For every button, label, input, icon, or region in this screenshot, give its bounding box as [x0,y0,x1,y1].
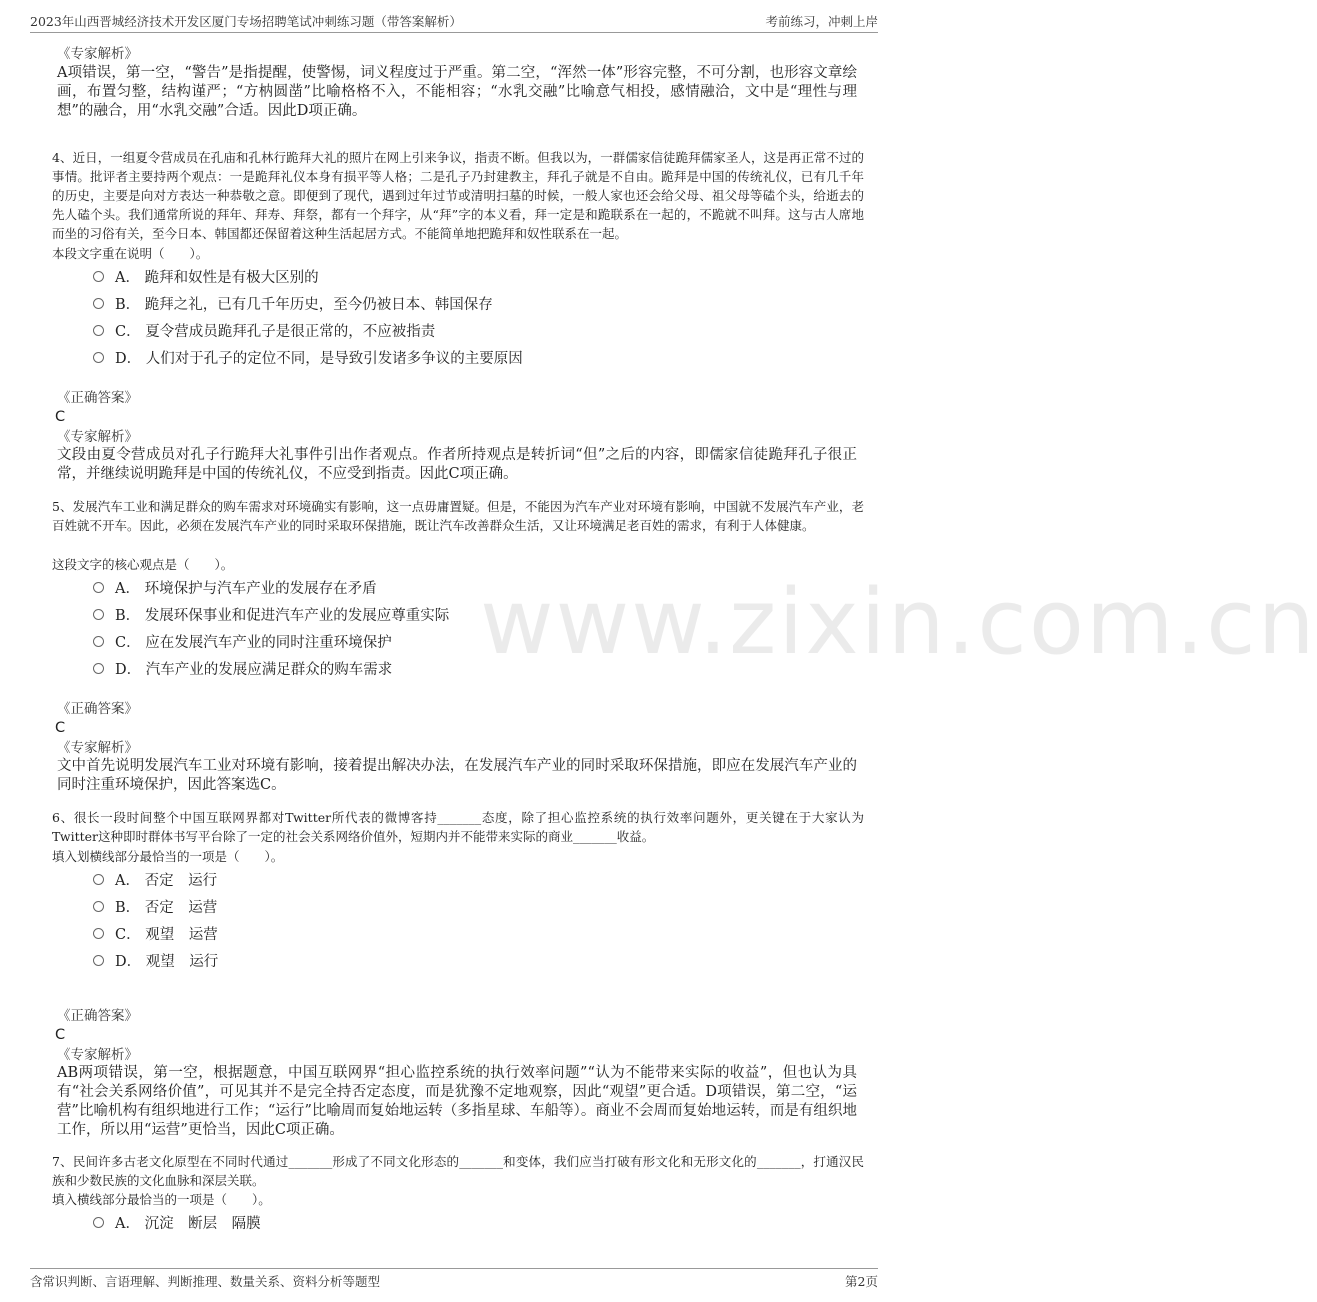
footer-note: 含常识判断、言语理解、判断推理、数量关系、资料分析等题型 [30,1274,381,1289]
explanation: AB两项错误，第一空，根据题意，中国互联网界“担心监控系统的执行效率问题”“认为不能带来实际的收益”，但也认为具有“社会关系网络价值”，可见其并不是完全持否定态度，而是犹豫不定地观察，因此“观望”更合适。D项错误，第二空，“运营”比喻机构有组织地进行工作；“运行”比喻周而复始地运转（多指星球、车船等）。商业不会周而复始地运转，而是有组织地工作，所以用“运营”更恰当，因此C项正确。 [57,1065,857,1138]
watermark: www.zixin.com.cn [480,570,1317,675]
question-prompt: 这段文字的核心观点是（ ）。 [52,557,234,572]
radio-icon[interactable] [93,271,104,282]
radio-icon[interactable] [93,352,104,363]
option-text: 夏令营成员跪拜孔子是很正常的，不应被指责 [145,324,436,340]
page-number: 第2页 [845,1274,878,1289]
expert-label: 《专家解析》 [57,46,138,62]
explanation: A项错误，第一空，“警告”是指提醒，使警惕，词义程度过于严重。第二空，“浑然一体”形容完整，不可分割，也形容文章绘画，布置匀整，结构谨严；“方枘圆凿”比喻格格不入，不能相容；“水乳交融”比喻意气相投，感情融洽，文中是“理性与理想”的融合，用“水乳交融”合适。因此D项正确。 [57,65,857,119]
radio-icon[interactable] [93,582,104,593]
header-title: 2023年山西晋城经济技术开发区厦门专场招聘笔试冲刺练习题（带答案解析） [30,14,462,29]
option-text: 发展环保事业和促进汽车产业的发展应尊重实际 [144,608,450,624]
option-text: 观望 运行 [145,954,219,970]
question-stem: 6、很长一段时间整个中国互联网界都对Twitter所代表的微博客持_______态度，除了担心监控系统的执行效率问题外，更关键在于大家认为Twitter这种即时群体书写平台除了一定的社会关系网络价值外，短期内并不能带来实际的商业_______收益。 [52,810,864,844]
option-text: 人们对于孔子的定位不同，是导致引发诸多争议的主要原因 [145,351,523,367]
option-letter: D． [115,351,142,367]
radio-icon[interactable] [93,325,104,336]
answer-label: 《正确答案》 [57,390,138,406]
answer-value: C [55,1027,66,1043]
radio-icon[interactable] [93,298,104,309]
option-letter: C． [115,927,141,943]
answer-label: 《正确答案》 [57,701,138,717]
radio-icon[interactable] [93,636,104,647]
option-letter: C． [115,324,141,340]
question-stem: 4、近日，一组夏令营成员在孔庙和孔林行跪拜大礼的照片在网上引来争议，指责不断。但我以为，一群儒家信徒跪拜儒家圣人，这是再正常不过的事情。批评者主要持两个观点：一是跪拜礼仪本身有损平等人格；二是孔子乃封建教主，拜孔子就是不自由。跪拜是中国的传统礼仪，已有几千年的历史，主要是向对方表达一种恭敬之意。即便到了现代，遇到过年过节或清明扫墓的时候，一般人家也还会给父母、祖父母等磕个头，给逝去的先人磕个头。我们通常所说的拜年、拜寿、拜祭，都有一个拜字，从“拜”字的本义看，拜一定是和跪联系在一起的，不跪就不叫拜。这与古人席地而坐的习俗有关，至今日本、韩国都还保留着这种生活起居方式。不能简单地把跪拜和奴性联系在一起。 [52,150,864,241]
answer-value: C [55,409,66,425]
expert-label: 《专家解析》 [57,1047,138,1063]
option-letter: C． [115,635,141,651]
header-slogan: 考前练习，冲刺上岸 [765,14,878,29]
option-text: 环境保护与汽车产业的发展存在矛盾 [144,581,377,597]
question-prompt: 填入划横线部分最恰当的一项是（ ）。 [52,849,284,864]
option-text: 跪拜之礼，已有几千年历史，至今仍被日本、韩国保存 [144,297,493,313]
option-letter: A． [115,270,140,286]
answer-value: C [55,720,66,736]
radio-icon[interactable] [93,874,104,885]
option-letter: B． [115,900,141,916]
option-letter: B． [115,297,141,313]
expert-label: 《专家解析》 [57,429,138,445]
explanation: 文段由夏令营成员对孔子行跪拜大礼事件引出作者观点。作者所持观点是转折词“但”之后的内容，即儒家信徒跪拜孔子很正常，并继续说明跪拜是中国的传统礼仪，不应受到指责。因此C项正确。 [57,447,857,482]
expert-label: 《专家解析》 [57,740,138,756]
radio-icon[interactable] [93,663,104,674]
option-text: 汽车产业的发展应满足群众的购车需求 [145,662,393,678]
option-text: 观望 运营 [145,927,218,943]
option-text: 跪拜和奴性是有极大区别的 [144,270,319,286]
radio-icon[interactable] [93,1217,104,1228]
page-header [30,10,878,33]
answer-label: 《正确答案》 [57,1008,138,1024]
question-prompt: 填入横线部分最恰当的一项是（ ）。 [52,1192,271,1207]
option-text: 应在发展汽车产业的同时注重环境保护 [145,635,392,651]
question-prompt: 本段文字重在说明（ ）。 [52,246,209,261]
radio-icon[interactable] [93,955,104,966]
radio-icon[interactable] [93,901,104,912]
question-stem: 7、民间许多古老文化原型在不同时代通过_______形成了不同文化形态的_______和变体，我们应当打破有形文化和无形文化的_______，打通汉民族和少数民族的文化血脉和深层关联。 [52,1154,864,1188]
option-text: 沉淀 断层 隔膜 [144,1216,261,1232]
option-text: 否定 运行 [144,873,218,889]
option-letter: A． [115,1216,140,1232]
option-letter: D． [115,662,142,678]
radio-icon[interactable] [93,609,104,620]
option-letter: B． [115,608,141,624]
option-letter: A． [115,873,140,889]
option-text: 否定 运营 [144,900,218,916]
question-stem: 5、发展汽车工业和满足群众的购车需求对环境确实有影响，这一点毋庸置疑。但是，不能因为汽车产业对环境有影响，中国就不发展汽车产业，老百姓就不开车。因此，必须在发展汽车产业的同时采取环保措施，既让汽车改善群众生活，又让环境满足老百姓的需求，有利于人体健康。 [52,499,864,533]
page-footer [30,1268,878,1291]
explanation: 文中首先说明发展汽车工业对环境有影响，接着提出解决办法，在发展汽车产业的同时采取环保措施，即应在发展汽车产业的同时注重环境保护，因此答案选C。 [57,758,857,793]
option-letter: D． [115,954,142,970]
radio-icon[interactable] [93,928,104,939]
option-letter: A． [115,581,140,597]
